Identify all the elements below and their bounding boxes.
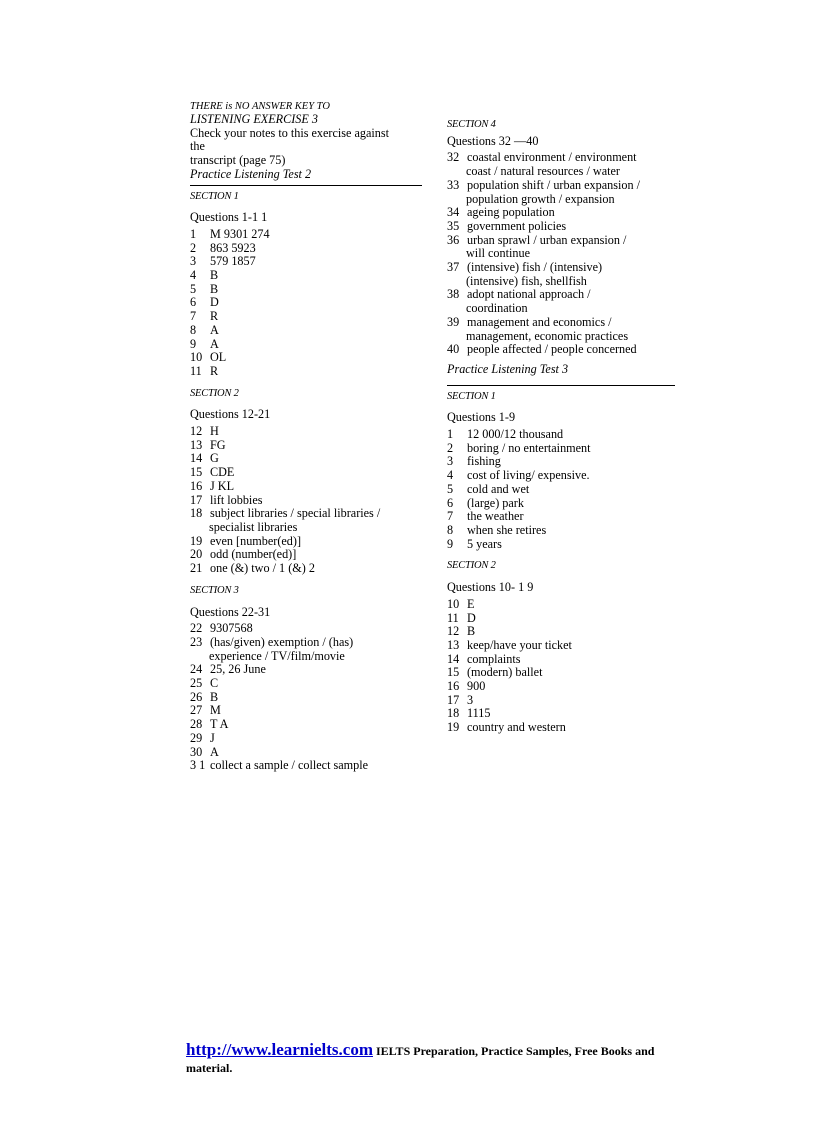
check-notes-line: the xyxy=(190,139,205,154)
answer-number: 4 xyxy=(190,268,197,283)
test-title: Practice Listening Test 3 xyxy=(447,361,569,376)
answer-text: 863 5923 xyxy=(210,240,256,255)
answer-text: R xyxy=(210,363,219,378)
no-answer-note: THERE is NO ANSWER KEY TO xyxy=(190,101,330,112)
answer-text: lift lobbies xyxy=(210,492,263,507)
answer-continuation: coordination xyxy=(466,301,528,316)
answer-row xyxy=(447,316,675,330)
questions-header: Questions 32 —40 xyxy=(447,133,539,148)
answer-text: FG xyxy=(210,437,226,452)
answer-text: country and western xyxy=(467,720,566,735)
answer-row xyxy=(190,425,422,439)
answer-row xyxy=(447,639,675,653)
answer-number: 29 xyxy=(190,730,203,745)
answer-row xyxy=(447,206,675,220)
answer-text: D xyxy=(210,295,219,310)
answer-text: A xyxy=(210,744,219,759)
section-heading: SECTION 3 xyxy=(190,584,239,596)
answer-list xyxy=(190,228,422,379)
answer-number: 1 xyxy=(447,427,454,442)
answer-text: 9307568 xyxy=(210,621,253,636)
answer-row xyxy=(447,442,675,456)
answer-number: 10 xyxy=(447,596,460,611)
answer-number: 38 xyxy=(447,287,460,302)
answer-row xyxy=(447,234,675,248)
answer-number: 40 xyxy=(447,342,460,357)
answer-row xyxy=(447,694,675,708)
answer-row xyxy=(190,255,422,269)
answer-continuation: (intensive) fish, shellfish xyxy=(466,273,587,288)
answer-row xyxy=(190,365,422,379)
answer-text: people affected / people concerned xyxy=(467,342,637,357)
answer-list xyxy=(447,428,675,551)
answer-text: (modern) ballet xyxy=(467,665,543,680)
check-notes-line: Check your notes to this exercise against xyxy=(190,125,390,140)
answer-number: 9 xyxy=(190,336,197,351)
answer-number: 16 xyxy=(190,478,203,493)
answer-number: 23 xyxy=(190,634,203,649)
answer-number: 28 xyxy=(190,717,203,732)
answer-continuation: population growth / expansion xyxy=(466,191,615,206)
answer-text: M 9301 274 xyxy=(210,226,270,241)
answer-row xyxy=(190,507,422,521)
answer-list xyxy=(190,425,422,576)
answer-continuation: coast / natural resources / water xyxy=(466,164,620,179)
questions-header: Questions 10- 1 9 xyxy=(447,580,534,595)
answer-text: 25, 26 June xyxy=(210,662,266,677)
answer-continuation: experience / TV/film/movie xyxy=(209,648,345,663)
divider xyxy=(190,185,422,186)
answer-number: 11 xyxy=(447,610,459,625)
answer-row xyxy=(447,288,675,302)
answer-row xyxy=(190,269,422,283)
check-notes-line: transcript (page 75) xyxy=(190,153,286,168)
answer-number: 33 xyxy=(447,177,460,192)
answer-text: (large) park xyxy=(467,495,524,510)
answer-row xyxy=(447,261,675,275)
divider xyxy=(447,385,675,386)
answer-number: 7 xyxy=(190,309,197,324)
answer-number: 5 xyxy=(190,281,197,296)
answer-text: management and economics / xyxy=(467,314,612,329)
answer-text: subject libraries / special libraries / xyxy=(210,506,381,521)
exercise-title: LISTENING EXERCISE 3 xyxy=(190,112,318,126)
answer-number: 34 xyxy=(447,205,460,220)
answer-row xyxy=(447,538,675,552)
answer-text: (has/given) exemption / (has) xyxy=(210,634,354,649)
section-heading: SECTION 1 xyxy=(190,190,239,202)
right-column xyxy=(447,116,675,735)
answer-row xyxy=(447,598,675,612)
answer-text: J KL xyxy=(210,478,235,493)
answer-text: 579 1857 xyxy=(210,254,256,269)
answer-number: 8 xyxy=(190,322,197,337)
questions-header: Questions 12-21 xyxy=(190,407,271,422)
answer-row xyxy=(447,343,675,357)
answer-row xyxy=(447,151,675,165)
answer-row xyxy=(190,636,422,650)
answer-text: government policies xyxy=(467,218,567,233)
answer-text: adopt national approach / xyxy=(467,287,591,302)
answer-row xyxy=(190,746,422,760)
answer-number: 5 xyxy=(447,481,454,496)
questions-header: Questions 22-31 xyxy=(190,604,271,619)
answer-row xyxy=(190,439,422,453)
answer-text: 5 years xyxy=(467,536,502,551)
answer-row xyxy=(447,680,675,694)
answer-number: 22 xyxy=(190,621,203,636)
answer-row xyxy=(190,622,422,636)
answer-number: 14 xyxy=(447,651,460,666)
answer-number: 39 xyxy=(447,314,460,329)
answer-row xyxy=(190,718,422,732)
answer-number: 32 xyxy=(447,150,460,165)
answer-number: 27 xyxy=(190,703,203,718)
answer-number: 18 xyxy=(447,706,460,721)
answer-text: ageing population xyxy=(467,205,555,220)
answer-number: 13 xyxy=(190,437,203,452)
answer-number: 1 xyxy=(190,226,197,241)
answer-text: D xyxy=(467,610,476,625)
answer-text: T A xyxy=(210,717,229,732)
answer-text: when she retires xyxy=(467,522,547,537)
answer-number: 30 xyxy=(190,744,203,759)
answer-list xyxy=(447,598,675,735)
answer-text: urban sprawl / urban expansion / xyxy=(467,232,627,247)
answer-number: 20 xyxy=(190,547,203,562)
answer-row xyxy=(190,338,422,352)
questions-header: Questions 1-1 1 xyxy=(190,210,268,225)
answer-text: 1115 xyxy=(467,706,491,721)
answer-row xyxy=(447,483,675,497)
answer-row xyxy=(447,707,675,721)
answer-continuation: will continue xyxy=(466,246,530,261)
answer-row xyxy=(190,283,422,297)
answer-row xyxy=(447,220,675,234)
site-link[interactable]: http://www.learnielts.com xyxy=(186,1040,373,1059)
answer-row xyxy=(190,480,422,494)
left-column xyxy=(190,100,422,773)
answer-number: 15 xyxy=(447,665,460,680)
answer-row xyxy=(190,732,422,746)
answer-row xyxy=(447,666,675,680)
answer-row xyxy=(447,469,675,483)
answer-row xyxy=(190,494,422,508)
answer-row xyxy=(190,691,422,705)
answer-continuation: management, economic practices xyxy=(466,328,629,343)
answer-row xyxy=(447,455,675,469)
answer-number: 2 xyxy=(447,440,454,455)
answer-number: 7 xyxy=(447,509,454,524)
answer-text: collect a sample / collect sample xyxy=(210,758,369,773)
answer-row xyxy=(447,721,675,735)
answer-text: H xyxy=(210,424,219,439)
test-title: Practice Listening Test 2 xyxy=(190,166,312,181)
answer-row xyxy=(447,179,675,193)
answer-number: 37 xyxy=(447,260,460,275)
answer-number: 9 xyxy=(447,536,454,551)
answer-text: even [number(ed)] xyxy=(210,533,302,548)
answer-number: 24 xyxy=(190,662,203,677)
answer-text: E xyxy=(467,596,475,611)
section-heading: SECTION 1 xyxy=(447,390,496,402)
answer-text: G xyxy=(210,451,219,466)
answer-number: 17 xyxy=(447,692,460,707)
answer-number: 36 xyxy=(447,232,460,247)
answer-number: 19 xyxy=(447,720,460,735)
answer-row xyxy=(190,466,422,480)
section-heading: SECTION 4 xyxy=(447,119,496,130)
answer-number: 12 xyxy=(190,424,203,439)
answer-number: 14 xyxy=(190,451,203,466)
answer-number: 17 xyxy=(190,492,203,507)
answer-text: B xyxy=(210,268,219,283)
answer-text: fishing xyxy=(467,454,501,469)
answer-list xyxy=(447,151,675,357)
answer-number: 18 xyxy=(190,506,203,521)
questions-header: Questions 1-9 xyxy=(447,410,516,425)
answer-list xyxy=(190,622,422,773)
answer-text: C xyxy=(210,676,219,691)
answer-row xyxy=(190,759,422,773)
answer-number: 8 xyxy=(447,522,454,537)
answer-text: 3 xyxy=(467,692,474,707)
answer-row xyxy=(447,510,675,524)
answer-text: population shift / urban expansion / xyxy=(467,177,640,192)
answer-row xyxy=(190,242,422,256)
answer-text: B xyxy=(210,281,219,296)
answer-number: 15 xyxy=(190,465,203,480)
answer-row xyxy=(190,452,422,466)
answer-row xyxy=(447,625,675,639)
answer-text: B xyxy=(467,624,476,639)
answer-text: 12 000/12 thousand xyxy=(467,427,564,442)
answer-text: J xyxy=(210,730,215,745)
footer-text: IELTS Preparation, Practice Samples, Free Books and material. xyxy=(186,1044,655,1075)
answer-number: 13 xyxy=(447,637,460,652)
answer-number: 10 xyxy=(190,350,203,365)
answer-number: 3 1 xyxy=(190,758,206,773)
answer-text: one (&) two / 1 (&) 2 xyxy=(210,561,315,576)
answer-row xyxy=(190,677,422,691)
answer-number: 3 xyxy=(190,254,197,269)
answer-text: OL xyxy=(210,350,227,365)
answer-row xyxy=(447,612,675,626)
footer xyxy=(186,1041,676,1077)
answer-row xyxy=(447,497,675,511)
answer-row xyxy=(190,296,422,310)
answer-text: A xyxy=(210,336,219,351)
answer-number: 25 xyxy=(190,676,203,691)
answer-row xyxy=(447,653,675,667)
answer-number: 2 xyxy=(190,240,197,255)
answer-row xyxy=(190,562,422,576)
answer-text: boring / no entertainment xyxy=(467,440,591,455)
answer-text: R xyxy=(210,309,219,324)
answer-text: cost of living/ expensive. xyxy=(467,468,590,483)
answer-row xyxy=(190,351,422,365)
answer-text: CDE xyxy=(210,465,235,480)
answer-text: keep/have your ticket xyxy=(467,637,572,652)
answer-row xyxy=(190,228,422,242)
answer-number: 11 xyxy=(190,363,202,378)
answer-row xyxy=(190,548,422,562)
answer-number: 4 xyxy=(447,468,454,483)
answer-text: coastal environment / environment xyxy=(467,150,637,165)
answer-row xyxy=(190,663,422,677)
answer-number: 21 xyxy=(190,561,203,576)
answer-text: the weather xyxy=(467,509,524,524)
answer-number: 3 xyxy=(447,454,454,469)
answer-number: 6 xyxy=(447,495,454,510)
section-heading: SECTION 2 xyxy=(190,387,239,399)
answer-text: M xyxy=(210,703,221,718)
section-heading: SECTION 2 xyxy=(447,560,496,572)
answer-text: odd (number(ed)] xyxy=(210,547,297,562)
answer-text: 900 xyxy=(467,679,486,694)
answer-continuation: specialist libraries xyxy=(209,519,298,534)
answer-text: A xyxy=(210,322,219,337)
answer-row xyxy=(190,324,422,338)
answer-number: 26 xyxy=(190,689,203,704)
answer-number: 19 xyxy=(190,533,203,548)
answer-number: 16 xyxy=(447,679,460,694)
answer-text: cold and wet xyxy=(467,481,530,496)
answer-number: 12 xyxy=(447,624,460,639)
answer-number: 35 xyxy=(447,218,460,233)
answer-text: complaints xyxy=(467,651,521,666)
answer-text: (intensive) fish / (intensive) xyxy=(467,260,603,275)
answer-text: B xyxy=(210,689,219,704)
answer-number: 6 xyxy=(190,295,197,310)
answer-row xyxy=(190,704,422,718)
answer-row xyxy=(190,310,422,324)
answer-row xyxy=(190,535,422,549)
answer-row xyxy=(447,524,675,538)
answer-row xyxy=(447,428,675,442)
